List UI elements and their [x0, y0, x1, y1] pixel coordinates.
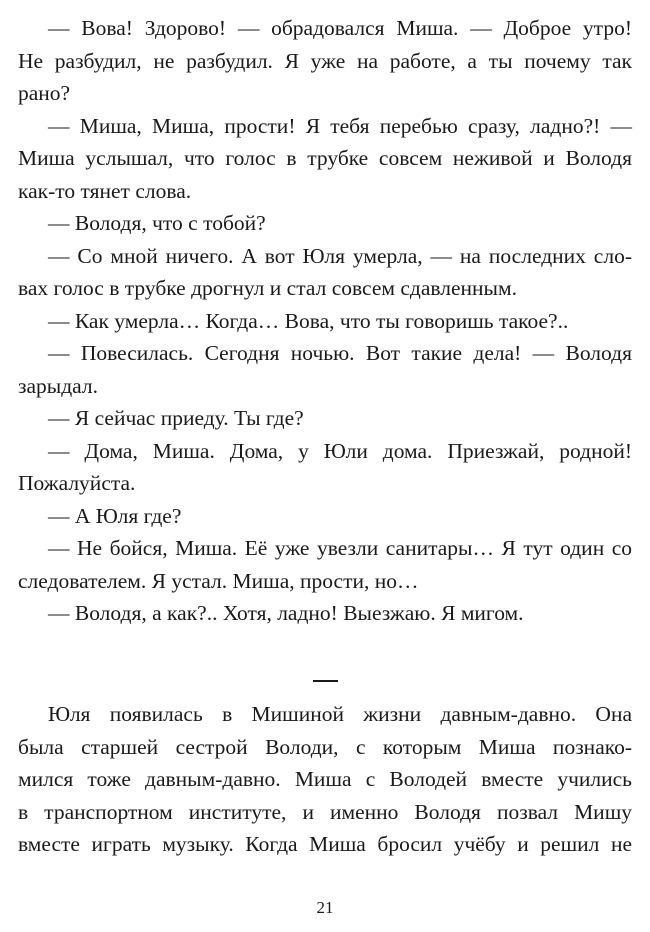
text-line: была старшей сестрой Володи, с которым Миша познако- [18, 734, 632, 759]
text-line: — Володя, а как?.. Хотя, ладно! Выезжаю. Я мигом. [48, 601, 524, 625]
text-line: — Со мной ничего. А вот Юля умерла, — на последних сло- [48, 243, 632, 268]
text-line: — Володя, что с тобой? [48, 211, 266, 235]
text-line: зарыдал. [18, 373, 99, 398]
text-line: следователем. Я устал. Миша, прости, но… [18, 568, 419, 593]
text-line: — Вова! Здорово! — обрадовался Миша. — Доброе утро! [48, 16, 632, 40]
text-line: как-то тянет слова. [18, 178, 192, 203]
text-line: — Миша, Миша, прости! Я тебя перебью сразу, ладно?! — [48, 113, 632, 138]
section-separator [313, 680, 338, 682]
page-number: 21 [316, 898, 334, 917]
text-line: — Не бойся, Миша. Её уже увезли санитары… Я тут один со [48, 536, 632, 560]
text-line: — Дома, Миша. Дома, у Юли дома. Приезжай, родной! [48, 438, 632, 463]
text-line: — Как умерла… Когда… Вова, что ты говоришь такое?.. [48, 308, 569, 333]
narrative-block [18, 698, 632, 861]
text-line: — Повесилась. Сегодня ночью. Вот такие дела! — Володя [48, 341, 632, 365]
text-line: мился тоже давным-давно. Миша с Володей вместе учились [18, 767, 632, 791]
text-line: Пожалуйста. [18, 471, 136, 495]
text-line: — А Юля где? [48, 503, 182, 528]
text-line: в транспортном институте, и именно Володя позвал Мишу [18, 799, 632, 824]
text-line: вместе играть музыку. Когда Миша бросил учёбу и решил не [18, 832, 632, 856]
text-line: рано? [18, 81, 71, 105]
text-line: Миша услышал, что голос в трубке совсем неживой и Володя [18, 146, 632, 170]
text-line: Не разбудил, не разбудил. Я уже на работе, а ты почему так [18, 48, 632, 73]
text-line: — Я сейчас приеду. Ты где? [48, 406, 304, 430]
dialogue-block [18, 12, 632, 630]
text-line: Юля появилась в Мишиной жизни давным-давно. Она [48, 702, 632, 726]
text-line: вах голос в трубке дрогнул и стал совсем сдавленным. [18, 276, 517, 300]
